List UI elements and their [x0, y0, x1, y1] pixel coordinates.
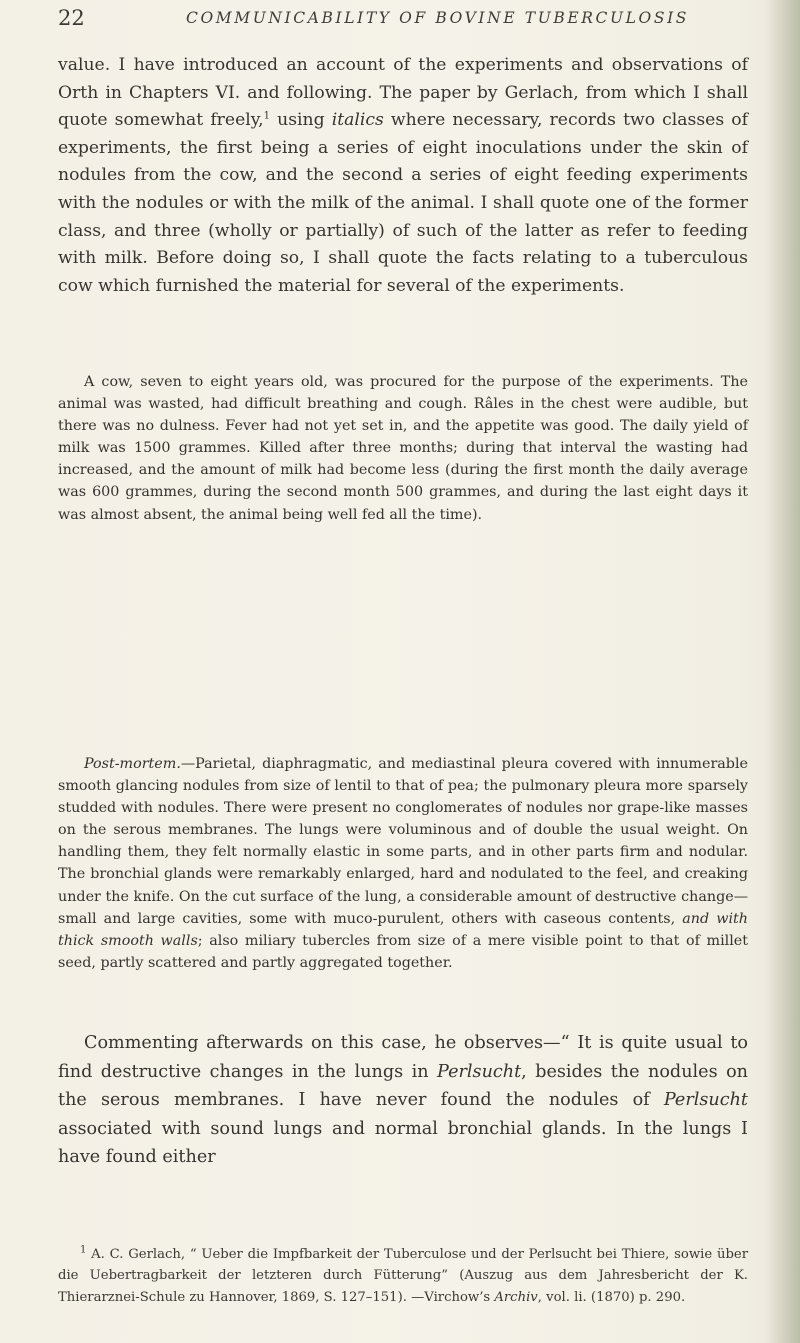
commentary-italic-1: Perlsucht: [437, 1061, 522, 1082]
footnote-text-b: , vol. li. (1870) p. 290.: [537, 1289, 686, 1305]
case-description-paragraph: [58, 371, 748, 526]
footnote-mark: 1: [80, 1244, 87, 1256]
running-head: [58, 0, 748, 36]
case-description-text: A cow, seven to eight years old, was procured for the purpose of the experiments. The animal was wasted, had difficult breathing and cough. Râles in the chest were audible, but there was no dulness. Fever had not yet set in, and the appetite was good. The daily yield of milk was 1500 grammes. Killed after three months; during that interval the wasting had increased, and the amount of milk had become less (during the first month the daily average was 600 grammes, during the second month 500 grammes, and during the last eight days it was almost absent, the animal being well fed all the time).: [58, 374, 748, 523]
commentary-italic-2: Perlsucht: [663, 1090, 748, 1111]
post-mortem-text-a: —Parietal, diaphragmatic, and mediastinal pleura covered with innumerable smooth glancing nodules from size of lentil to that of pea; the pulmonary pleura more sparsely studded with nodules. There were present no conglomerates of nodules nor grape-like masses on the serous membranes. The lungs were voluminous and of double the usual weight. On handling them, they felt normally elastic in some parts, and in other parts firm and nodular. The bronchial glands were remarkably enlarged, hard and nodulated to the feel, and creaking under the knife. On the cut surface of the lung, a considerable amount of destructive change—small and large cavities, some with muco-purulent, others with caseous contents,: [58, 756, 748, 927]
paragraph-1-text-b: using: [270, 110, 332, 131]
commentary-text-a: Commenting afterwards on this case, he observes—“ It is quite usual to find destructive changes in the lungs in: [58, 1033, 748, 1082]
footnote: [58, 1244, 748, 1308]
footnote-text-a: A. C. Gerlach, “ Ueber die Impfbarkeit der Tuberculose und der Perlsucht bei Thiere, sowie über die Uebertragbarkeit der letzteren durch Fütterung” (Auszug aus dem Jahresbericht der K. Thierarznei-Schule zu Hannover, 1869, S. 127–151). —Virchow’s: [58, 1247, 748, 1305]
paragraph-1-text-a: value. I have introduced an account of the experiments and observations of Orth in Chapters VI. and following. The paper by Gerlach, from which I shall quote somewhat freely,: [58, 55, 748, 131]
commentary-text-c: associated with sound lungs and normal bronchial glands. In the lungs I have found either: [58, 1118, 748, 1168]
post-mortem-italic-phrase: and with thick smooth walls: [58, 910, 748, 949]
footnote-reference: 1: [263, 110, 270, 122]
body-paragraph-1: [58, 52, 748, 300]
footnote-italic: Archiv: [494, 1289, 538, 1305]
page-number: 22: [58, 6, 85, 30]
post-mortem-paragraph: [58, 753, 748, 974]
running-title: COMMUNICABILITY OF BOVINE TUBERCULOSIS: [186, 9, 690, 27]
page-edge-shadow: [766, 0, 800, 1343]
paragraph-1-italic-word: italics: [331, 110, 384, 131]
commentary-text-b: , besides the nodules on the serous membranes. I have never found the nodules of: [58, 1061, 748, 1111]
post-mortem-text-b: ; also miliary tubercles from size of a mere visible point to that of millet seed, partly scattered and partly aggregated together.: [58, 932, 748, 971]
paragraph-1-text-c: where necessary, records two classes of experiments, the first being a series of eight inoculations under the skin of nodules from the cow, and the second a series of eight feeding experiments with the nodules or with the milk of the animal. I shall quote one of the former class, and three (wholly or partially) of such of the latter as refer to feeding with milk. Before doing so, I shall quote the facts relating to a tuberculous cow which furnished the material for several of the experiments.: [58, 110, 748, 296]
post-mortem-label: Post-mortem.: [84, 756, 181, 772]
commentary-paragraph: [58, 1029, 748, 1172]
